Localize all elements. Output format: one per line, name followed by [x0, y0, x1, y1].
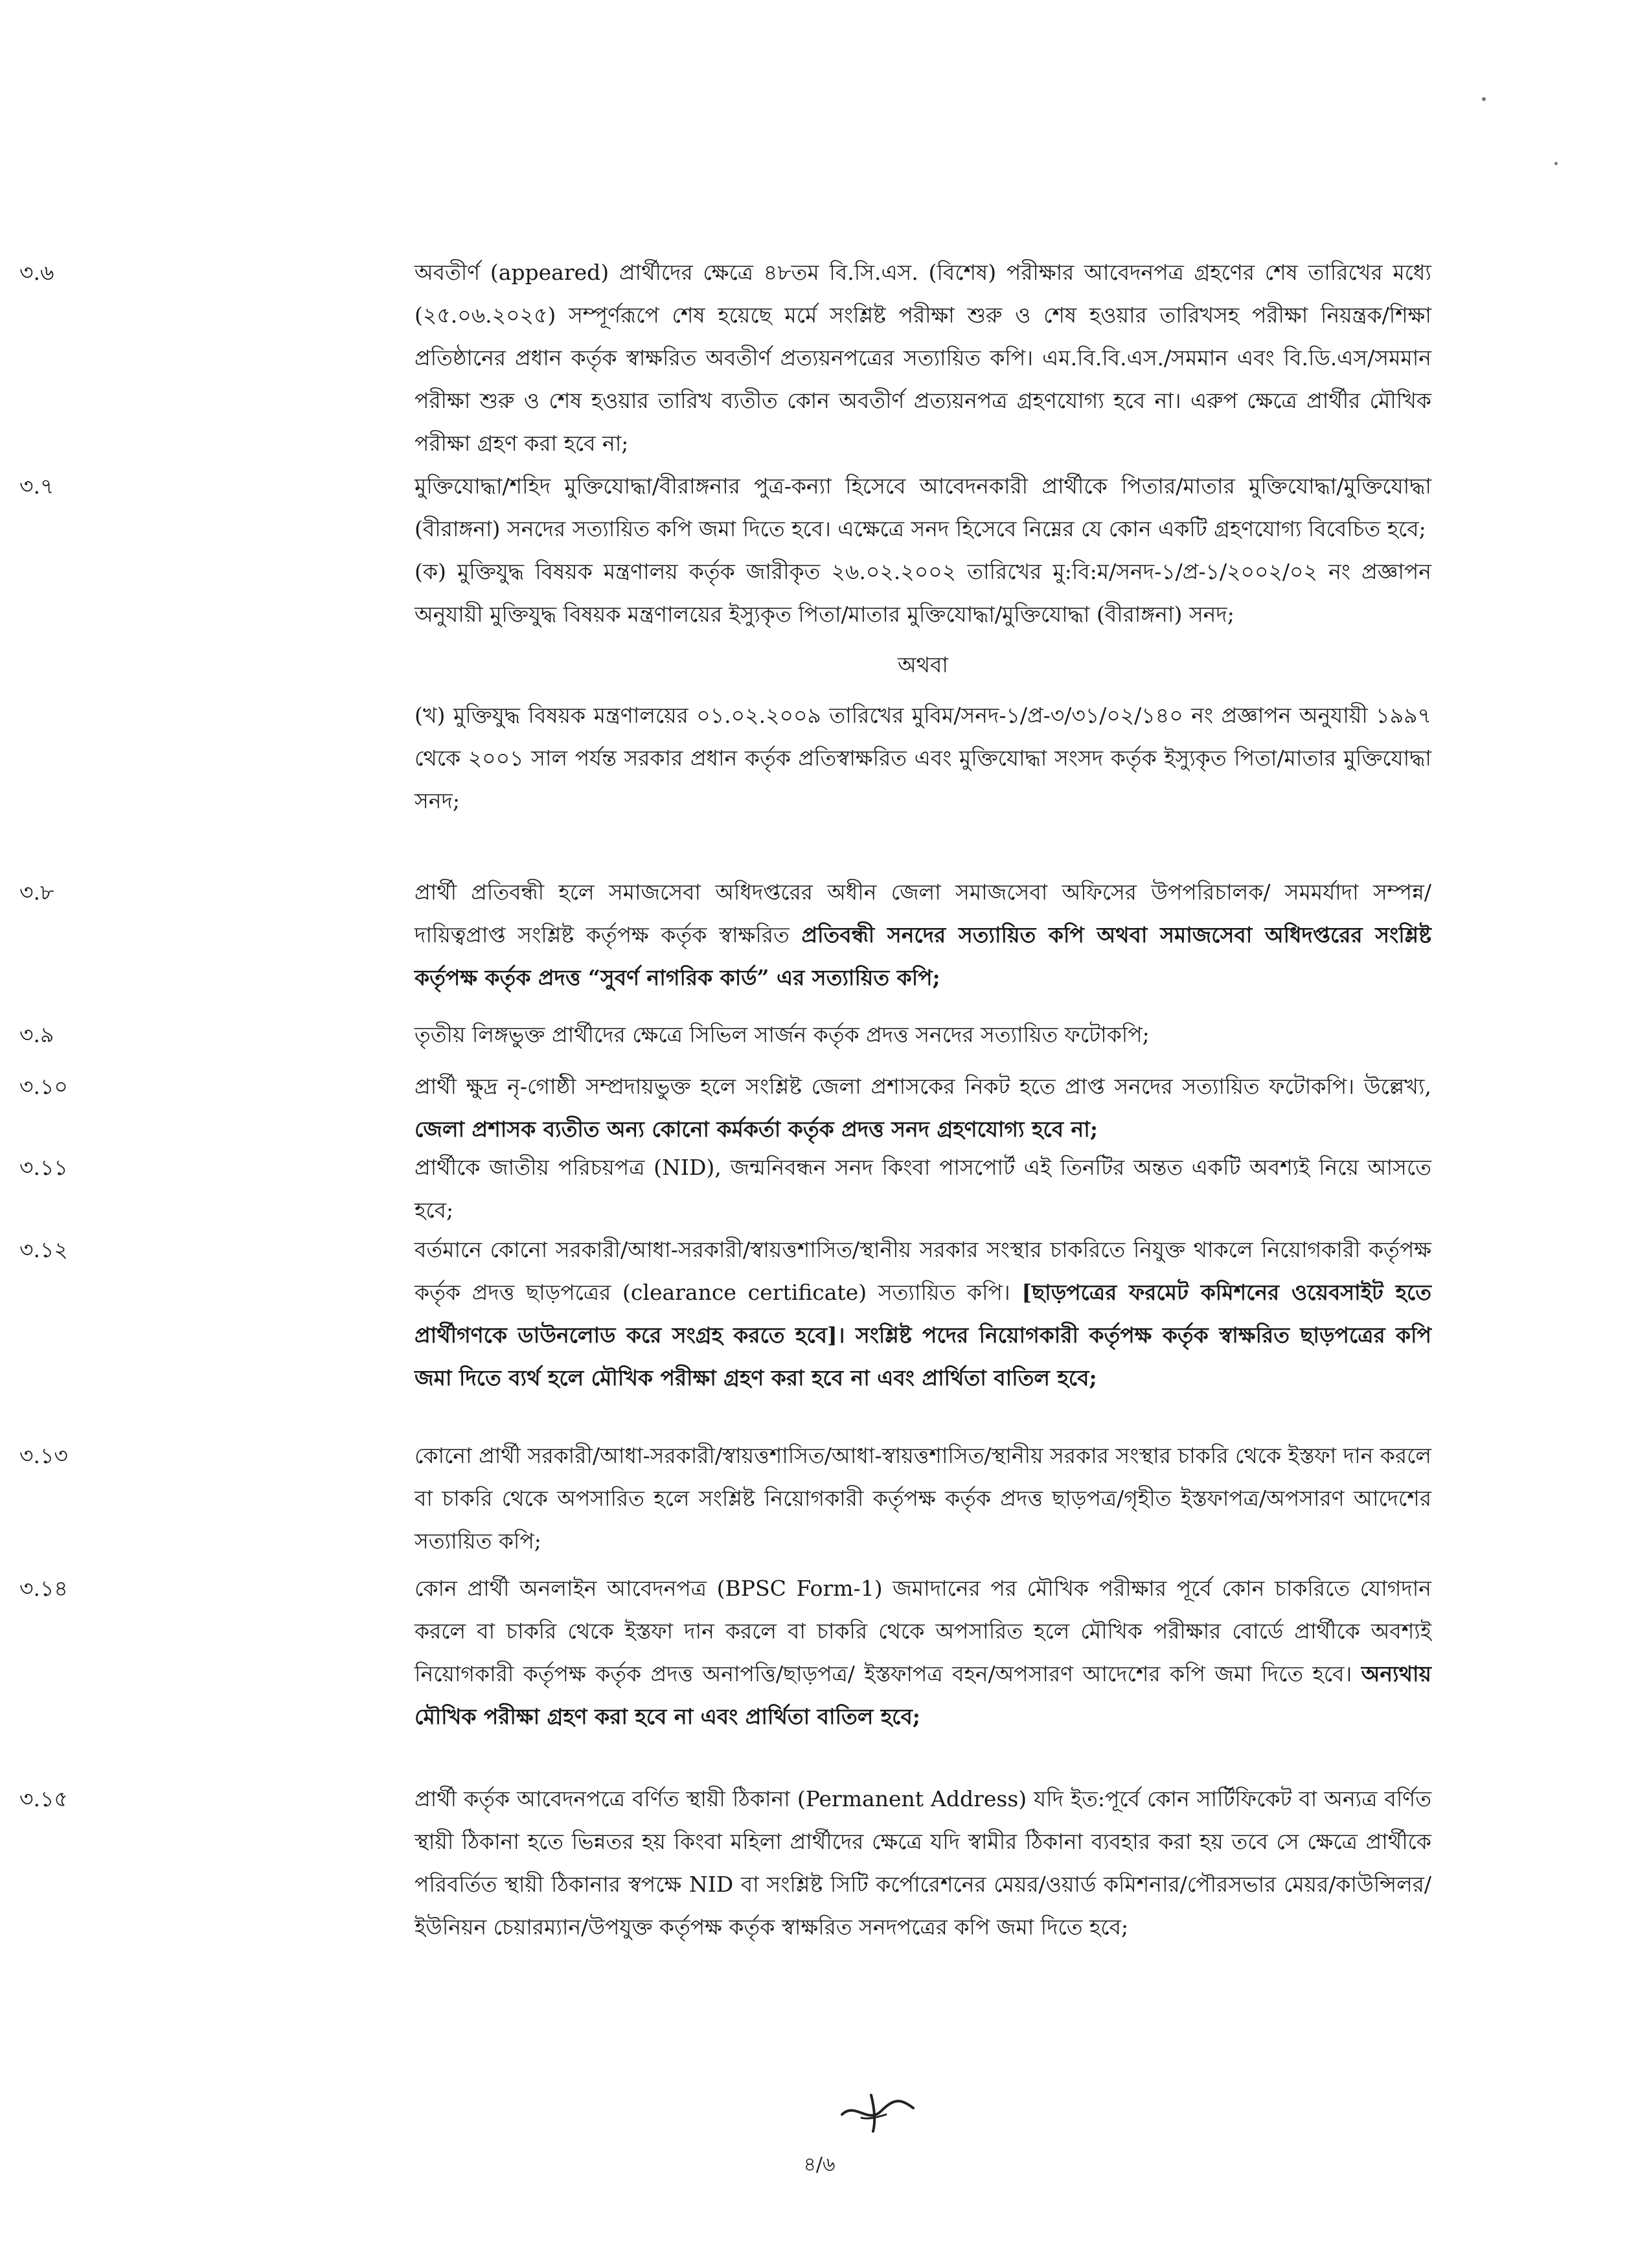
clause-3-12	[19, 1229, 1431, 1400]
clause-plain-text: কোন প্রার্থী অনলাইন আবেদনপত্র (BPSC Form-1) জমাদানের পর মৌখিক পরীক্ষার পূর্বে কোন চাকরিতে যোগদান করলে বা চাকরি থেকে ইস্তফা দান করলে বা চাকরি থেকে অপসারিত হলে মৌখিক পরীক্ষার বোর্ডে প্রার্থীকে অবশ্যই নিয়োগকারী কর্তৃপক্ষ কর্তৃক প্রদত্ত অনাপত্তি/ছাড়পত্র/ ইস্তফাপত্র বহন/অপসারণ আদেশের কপি জমা দিতে হবে।	[415, 1576, 1431, 1686]
clause-bold-text: জেলা প্রশাসক ব্যতীত অন্য কোনো কর্মকর্তা কর্তৃক প্রদত্ত সনদ গ্রহণযোগ্য হবে না;	[415, 1117, 1098, 1142]
clause-paragraph	[415, 1065, 1431, 1151]
clause-number: ৩.৯	[19, 1022, 54, 1047]
clause-paragraph	[415, 1567, 1431, 1738]
clause-paragraph: তৃতীয় লিঙ্গভুক্ত প্রার্থীদের ক্ষেত্রে সিভিল সার্জন কর্তৃক প্রদত্ত সনদের সত্যায়িত ফটোকপি;	[415, 1022, 1150, 1047]
clause-paragraph: প্রার্থীকে জাতীয় পরিচয়পত্র (NID), জন্মনিবন্ধন সনদ কিংবা পাসপোর্ট এই তিনটির অন্তত একটি অবশ্যই নিয়ে আসতে হবে;	[415, 1155, 1431, 1223]
clause-number: ৩.১৫	[19, 1786, 68, 1811]
handwritten-initial-signature	[836, 2089, 920, 2134]
clause-text	[415, 1229, 1431, 1400]
clause-3-8	[19, 871, 1431, 999]
clause-3-15	[19, 1778, 1431, 1949]
clause-text	[415, 251, 1431, 465]
or-separator: অথবা	[898, 652, 948, 677]
clause-number: ৩.৮	[19, 879, 54, 905]
clause-text	[415, 1435, 1431, 1563]
page-number: ৪/৬	[803, 2153, 836, 2176]
clause-number: ৩.১২	[19, 1237, 68, 1262]
scan-speck	[1554, 162, 1558, 165]
clause-plain-text: প্রার্থী ক্ষুদ্র নৃ-গোষ্ঠী সম্প্রদায়ভুক্ত হলে সংশ্লিষ্ট জেলা প্রশাসকের নিকট হতে প্রাপ্ত সনদের সত্যায়িত ফটোকপি। উল্লেখ্য,	[415, 1074, 1431, 1099]
clause-number: ৩.১৩	[19, 1443, 68, 1468]
clause-paragraph: মুক্তিযোদ্ধা/শহিদ মুক্তিযোদ্ধা/বীরাঙ্গনার পুত্র-কন্যা হিসেবে আবেদনকারী প্রার্থীকে পিতার/মাতার মুক্তিযোদ্ধা/মুক্তিযোদ্ধা (বীরাঙ্গনা) সনদের সত্যায়িত কপি জমা দিতে হবে। এক্ষেত্রে সনদ হিসেবে নিম্নের যে কোন একটি গ্রহণযোগ্য বিবেচিত হবে;	[415, 473, 1431, 541]
clause-text	[415, 871, 1431, 999]
clause-number: ৩.৭	[19, 473, 54, 499]
clause-number: ৩.১০	[19, 1074, 68, 1099]
clause-paragraph: প্রার্থী কর্তৃক আবেদনপত্রে বর্ণিত স্থায়ী ঠিকানা (Permanent Address) যদি ইত:পূর্বে কোন সার্টিফিকেট বা অন্যত্র বর্ণিত স্থায়ী ঠিকানা হতে ভিন্নতর হয় কিংবা মহিলা প্রার্থীদের ক্ষেত্রে যদি স্বামীর ঠিকানা ব্যবহার করা হয় তবে সে ক্ষেত্রে প্রার্থীকে পরিবর্তিত স্থায়ী ঠিকানার স্বপক্ষে NID বা সংশ্লিষ্ট সিটি কর্পোরেশনের মেয়র/ওয়ার্ড কমিশনার/পৌরসভার মেয়র/কাউন্সিলর/ইউনিয়ন চেয়ারম্যান/উপযুক্ত কর্তৃপক্ষ কর্তৃক স্বাক্ষরিত সনদপত্রের কপি জমা দিতে হবে;	[415, 1786, 1431, 1940]
clause-subparagraph-ka: (ক) মুক্তিযুদ্ধ বিষয়ক মন্ত্রণালয় কর্তৃক জারীকৃত ২৬.০২.২০০২ তারিখের মু:বি:ম/সনদ-১/প্র-১/২০০২/০২ নং প্রজ্ঞাপন অনুযায়ী মুক্তিযুদ্ধ বিষয়ক মন্ত্রণালয়ের ইস্যুকৃত পিতা/মাতার মুক্তিযোদ্ধা/মুক্তিযোদ্ধা (বীরাঙ্গনা) সনদ;	[415, 559, 1431, 627]
clause-text	[415, 1778, 1431, 1949]
clause-paragraph: কোনো প্রার্থী সরকারী/আধা-সরকারী/স্বায়ত্তশাসিত/আধা-স্বায়ত্তশাসিত/স্থানীয় সরকার সংস্থার চাকরি থেকে ইস্তফা দান করলে বা চাকরি থেকে অপসারিত হলে সংশ্লিষ্ট নিয়োগকারী কর্তৃপক্ষ কর্তৃক প্রদত্ত ছাড়পত্র/গৃহীত ইস্তফাপত্র/অপসারণ আদেশের সত্যায়িত কপি;	[415, 1443, 1431, 1554]
clause-subparagraph-kha: (খ) মুক্তিযুদ্ধ বিষয়ক মন্ত্রণালয়ের ০১.০২.২০০৯ তারিখের মুবিম/সনদ-১/প্র-৩/৩১/০২/১৪০ নং প্রজ্ঞাপন অনুযায়ী ১৯৯৭ থেকে ২০০১ সাল পর্যন্ত সরকার প্রধান কর্তৃক প্রতিস্বাক্ষরিত এবং মুক্তিযোদ্ধা সংসদ কর্তৃক ইস্যুকৃত পিতা/মাতার মুক্তিযোদ্ধা সনদ;	[415, 703, 1431, 813]
scan-speck	[1482, 97, 1486, 101]
clause-plain-text: প্রার্থী প্রতিবন্ধী হলে সমাজসেবা অধিদপ্তরের অধীন জেলা সমাজসেবা অফিসের উপপরিচালক/ সমমর্যাদা সম্পন্ন/দায়িত্বপ্রাপ্ত সংশ্লিষ্ট কর্তৃপক্ষ কর্তৃক স্বাক্ষরিত	[415, 879, 1431, 947]
clause-bold-text: প্রতিবন্ধী সনদের সত্যায়িত কপি অথবা সমাজসেবা অধিদপ্তরের সংশ্লিষ্ট কর্তৃপক্ষ কর্তৃক প্রদত্ত “সুবর্ণ নাগরিক কার্ড” এর সত্যায়িত কপি;	[415, 922, 1431, 990]
clause-3-13	[19, 1435, 1431, 1563]
clause-3-7	[19, 465, 1431, 822]
clause-bold-text: অন্যথায় মৌখিক পরীক্ষা গ্রহণ করা হবে না এবং প্রার্থিতা বাতিল হবে;	[415, 1661, 1431, 1729]
clause-text	[415, 465, 1431, 822]
clause-3-14	[19, 1567, 1431, 1738]
clause-plain-text: বর্তমানে কোনো সরকারী/আধা-সরকারী/স্বায়ত্তশাসিত/স্থানীয় সরকার সংস্থার চাকরিতে নিযুক্ত থাকলে নিয়োগকারী কর্তৃপক্ষ কর্তৃক প্রদত্ত ছাড়পত্রের (clearance certificate) সত্যায়িত কপি।	[415, 1237, 1431, 1305]
clause-paragraph: অবতীর্ণ (appeared) প্রার্থীদের ক্ষেত্রে ৪৮তম বি.সি.এস. (বিশেষ) পরীক্ষার আবেদনপত্র গ্রহণের শেষ তারিখের মধ্যে (২৫.০৬.২০২৫) সম্পূর্ণরূপে শেষ হয়েছে মর্মে সংশ্লিষ্ট পরীক্ষা শুরু ও শেষ হওয়ার তারিখসহ পরীক্ষা নিয়ন্ত্রক/শিক্ষা প্রতিষ্ঠানের প্রধান কর্তৃক স্বাক্ষরিত অবতীর্ণ প্রত্যয়নপত্রের সত্যায়িত কপি। এম.বি.বি.এস./সমমান এবং বি.ডি.এস/সমমান পরীক্ষা শুরু ও শেষ হওয়ার তারিখ ব্যতীত কোন অবতীর্ণ প্রত্যয়নপত্র গ্রহণযোগ্য হবে না। এরুপ ক্ষেত্রে প্রার্থীর মৌখিক পরীক্ষা গ্রহণ করা হবে না;	[415, 260, 1431, 456]
clause-text	[415, 1065, 1431, 1151]
clause-text	[415, 1014, 1431, 1056]
clause-3-6	[19, 251, 1431, 465]
clause-number: ৩.৬	[19, 260, 54, 285]
clause-text	[415, 1146, 1431, 1232]
clause-number: ৩.১৪	[19, 1576, 68, 1601]
clause-paragraph	[415, 871, 1431, 999]
clause-3-11	[19, 1146, 1431, 1232]
clause-text	[415, 1567, 1431, 1738]
clause-paragraph	[415, 1229, 1431, 1400]
clause-3-10	[19, 1065, 1431, 1151]
clause-number: ৩.১১	[19, 1155, 68, 1180]
clause-bold-text: [ছাড়পত্রের ফরমেট কমিশনের ওয়েবসাইট হতে প্রার্থীগণকে ডাউনলোড করে সংগ্রহ করতে হবে]। সংশ্লিষ্ট পদের নিয়োগকারী কর্তৃপক্ষ কর্তৃক স্বাক্ষরিত ছাড়পত্রের কপি জমা দিতে ব্যর্থ হলে মৌখিক পরীক্ষা গ্রহণ করা হবে না এবং প্রার্থিতা বাতিল হবে;	[415, 1280, 1431, 1390]
clause-3-9	[19, 1014, 1431, 1056]
